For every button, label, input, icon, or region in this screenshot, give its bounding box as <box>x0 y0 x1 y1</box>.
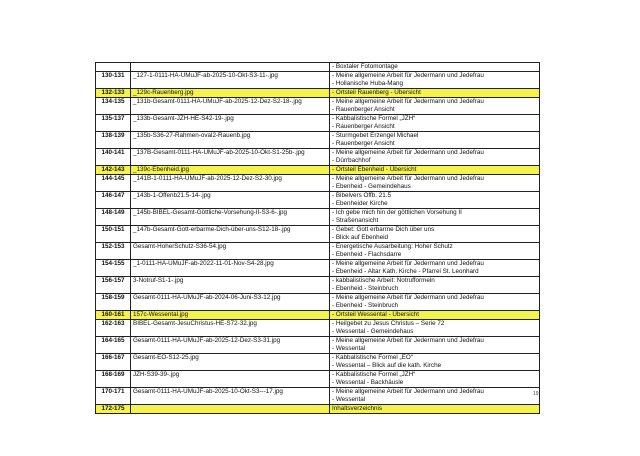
description <box>330 72 540 89</box>
description-line: - Sturmgebet Erzengel Michael <box>332 132 419 139</box>
description <box>330 89 540 98</box>
page-range: 130-131 <box>96 72 131 89</box>
description-line: - Ortsteil Wessental - Übersicht <box>332 311 420 318</box>
page-range: 140-141 <box>96 149 131 166</box>
table-row <box>96 192 540 209</box>
description <box>330 226 540 243</box>
description-line: - Ortsteil Ebenheid - Übersicht <box>332 166 417 173</box>
table-row <box>96 149 540 166</box>
page-range: 154-155 <box>96 260 131 277</box>
description <box>330 260 540 277</box>
file-name: _1-0111-HA-UMuJF-ab-2022-11-01-Nov-S4-28.jpg <box>131 260 330 277</box>
sheet-number: 19 <box>533 391 539 397</box>
description <box>330 132 540 149</box>
description-line: - Ebenheid - Gemeindehaus <box>332 183 411 190</box>
description-line: - Meine allgemeine Arbeit für Jedermann und Jedefrau <box>332 98 484 105</box>
description-line: - Ebenheid - Flachsdarre <box>332 251 402 258</box>
file-name: _141B-1-0111-HA-UMuJF-ab-2025-12-Dez-S2-30.jpg <box>131 175 330 192</box>
description <box>330 98 540 115</box>
description-line: - Hollanische Huba-Mang <box>332 80 404 87</box>
description-line: - Kabbalistische Formel „JZH“ <box>332 115 416 122</box>
page-range: 135-137 <box>96 115 131 132</box>
table-row <box>96 175 540 192</box>
description-line: - Ebenheid - Altar Kath. Kirche - Pfarrei St. Leonhard <box>332 268 479 275</box>
table-row <box>96 405 540 414</box>
page-range: 172-175 <box>96 405 131 414</box>
page-range: 134-135 <box>96 98 131 115</box>
page-range: 144-145 <box>96 175 131 192</box>
description <box>330 354 540 371</box>
description <box>330 277 540 294</box>
description-line: - Meine allgemeine Arbeit für Jedermann und Jedefrau <box>332 388 484 395</box>
table-row <box>96 166 540 175</box>
page-range: 164-165 <box>96 337 131 354</box>
description-line: - Straßenansicht <box>332 217 379 224</box>
description <box>330 243 540 260</box>
description-line: - Kabbalistische Formel „EO“ <box>332 354 413 361</box>
description <box>330 63 540 72</box>
file-name: _129c-Rauenberg.jpg <box>131 89 330 98</box>
description-line: - Meine allgemeine Arbeit für Jedermann und Jedefrau <box>332 294 484 301</box>
table-row <box>96 209 540 226</box>
file-name: _139c-Ebenheid.jpg <box>131 166 330 175</box>
description-line: - Blick auf Ebenheid <box>332 234 389 241</box>
description-line: - Wessental <box>332 396 366 403</box>
description <box>330 405 540 414</box>
page-range: 132-133 <box>96 89 131 98</box>
file-name: Gesamt-EO-S12-25.jpg <box>131 354 330 371</box>
table-row <box>96 260 540 277</box>
table-row <box>96 320 540 337</box>
file-name: _133b-Gesamt-JZH-HE-S42-19-.jpg <box>131 115 330 132</box>
page-range: 150-151 <box>96 226 131 243</box>
file-name: _147b-Gesamt-Gott-erbarme-Dich-über-uns-S12-18-.jpg <box>131 226 330 243</box>
description <box>330 337 540 354</box>
description-line: - Wessental - Backhäusle <box>332 379 404 386</box>
description <box>330 115 540 132</box>
description-line: - Rauenberger Ansicht <box>332 106 395 113</box>
description-line: - Bibelvers Offb. 21.5 <box>332 192 392 199</box>
table-row <box>96 63 540 72</box>
description-line: - Kabbalistische Formel „JZH“ <box>332 371 416 378</box>
description-line: - Ebenheider Kirche <box>332 200 388 207</box>
table-row <box>96 115 540 132</box>
description-line: - Heilgebet zu Jesus Christus – Serie 72 <box>332 320 445 327</box>
file-name: _143b-1-Offenb21.5-14-.jpg <box>131 192 330 209</box>
table-row <box>96 294 540 311</box>
description <box>330 149 540 166</box>
description-line: - Energetische Ausarbeitung: Hoher Schutz <box>332 243 453 250</box>
file-name: _137B-Gesamt-0111-HA-UMuJF-ab-2025-10-Okt-S1-25b-.jpg <box>131 149 330 166</box>
description <box>330 388 540 405</box>
description-line: - Meine allgemeine Arbeit für Jedermann und Jedefrau <box>332 337 484 344</box>
description-line: - Wessental <box>332 345 366 352</box>
description <box>330 166 540 175</box>
page-range: 152-153 <box>96 243 131 260</box>
description-line: - Ebenheid - Steinbruch <box>332 285 399 292</box>
table-row <box>96 311 540 320</box>
description <box>330 209 540 226</box>
file-name: BIBEL-Gesamt-JesuChristus-HE-S72-32.jpg <box>131 320 330 337</box>
table-row <box>96 337 540 354</box>
table-row <box>96 243 540 260</box>
description-line: - Wessental - Gemeindehaus <box>332 328 414 335</box>
page-range: 142-143 <box>96 166 131 175</box>
description <box>330 192 540 209</box>
page-range: 170-171 <box>96 388 131 405</box>
description-line: - Wessental – Blick auf die kath. Kirche <box>332 362 442 369</box>
file-name: Gesamt-0111-HA-UMuJF-ab-2025-10-Okt-S3---17.jpg <box>131 388 330 405</box>
table-row <box>96 277 540 294</box>
page-range <box>96 63 131 72</box>
file-name: Gesamt-HoherSchutz-S36-54.jpg <box>131 243 330 260</box>
description-line: - Meine allgemeine Arbeit für Jedermann und Jedefrau <box>332 72 484 79</box>
page-range: 156-157 <box>96 277 131 294</box>
description-line: - Rauenberger Ansicht <box>332 140 395 147</box>
page-range: 160-161 <box>96 311 131 320</box>
file-name <box>131 63 330 72</box>
table-row <box>96 388 540 405</box>
description <box>330 175 540 192</box>
table-row <box>96 98 540 115</box>
description <box>330 371 540 388</box>
description-line: - Ich gebe mich hin der göttlichen Vorsehung II <box>332 209 462 216</box>
file-name: 157c-Wessental.jpg <box>131 311 330 320</box>
page-range: 162-163 <box>96 320 131 337</box>
page-range: 166-167 <box>96 354 131 371</box>
table-row <box>96 354 540 371</box>
description-line: - Meine allgemeine Arbeit für Jedermann und Jedefrau <box>332 260 484 267</box>
page-range: 146-147 <box>96 192 131 209</box>
page-range: 138-139 <box>96 132 131 149</box>
file-name: JZH-S39-39-.jpg <box>131 371 330 388</box>
description-line: - Ortsteil Rauenberg - Übersicht <box>332 89 421 96</box>
file-name: Gesamt-0111-HA-UMuJF-ab-2025-12-Dez-S3-31.jpg <box>131 337 330 354</box>
description-line: - kabbalistische Arbeit: Notrufformeln <box>332 277 435 284</box>
description-line: - Boxtaler Fotomontage <box>332 63 398 70</box>
table-row <box>96 72 540 89</box>
table-row <box>96 371 540 388</box>
file-name: _145b-BIBEL-Gesamt-Göttliche-Vorsehung-II-S3-6-.jpg <box>131 209 330 226</box>
table-row <box>96 226 540 243</box>
description-line: - Rauenberger Ansicht <box>332 123 395 130</box>
description-line: - Gebet: Gott erbarme Dich über uns <box>332 226 435 233</box>
contents-table <box>95 62 540 414</box>
file-name: _127-1-0111-HA-UMuJF-ab-2025-10-Okt-S3-11-.jpg <box>131 72 330 89</box>
description-line: - Ebenheid - Steinbruch <box>332 302 399 309</box>
description <box>330 311 540 320</box>
description <box>330 320 540 337</box>
page-range: 148-149 <box>96 209 131 226</box>
file-name: _135b-S36-27-Rahmen-oval2-Rauenb.jpg <box>131 132 330 149</box>
file-name: 3-Notruf-S1-1-.jpg <box>131 277 330 294</box>
page-range: 168-169 <box>96 371 131 388</box>
description-line: Inhaltsverzeichnis <box>332 405 383 412</box>
file-name <box>131 405 330 414</box>
table-row <box>96 89 540 98</box>
description-line: - Meine allgemeine Arbeit für Jedermann und Jedefrau <box>332 175 484 182</box>
description-line: - Dürrbachhof <box>332 157 371 164</box>
description-line: - Meine allgemeine Arbeit für Jedermann und Jedefrau <box>332 149 484 156</box>
description <box>330 294 540 311</box>
page-range: 158-159 <box>96 294 131 311</box>
file-name: Gesamt-0111-HA-UMuJF-ab-2024-06-Juni-S3-12.jpg <box>131 294 330 311</box>
table-row <box>96 132 540 149</box>
file-name: _131b-Gesamt-0111-HA-UMuJF-ab-2025-12-Dez-S2-18-.jpg <box>131 98 330 115</box>
